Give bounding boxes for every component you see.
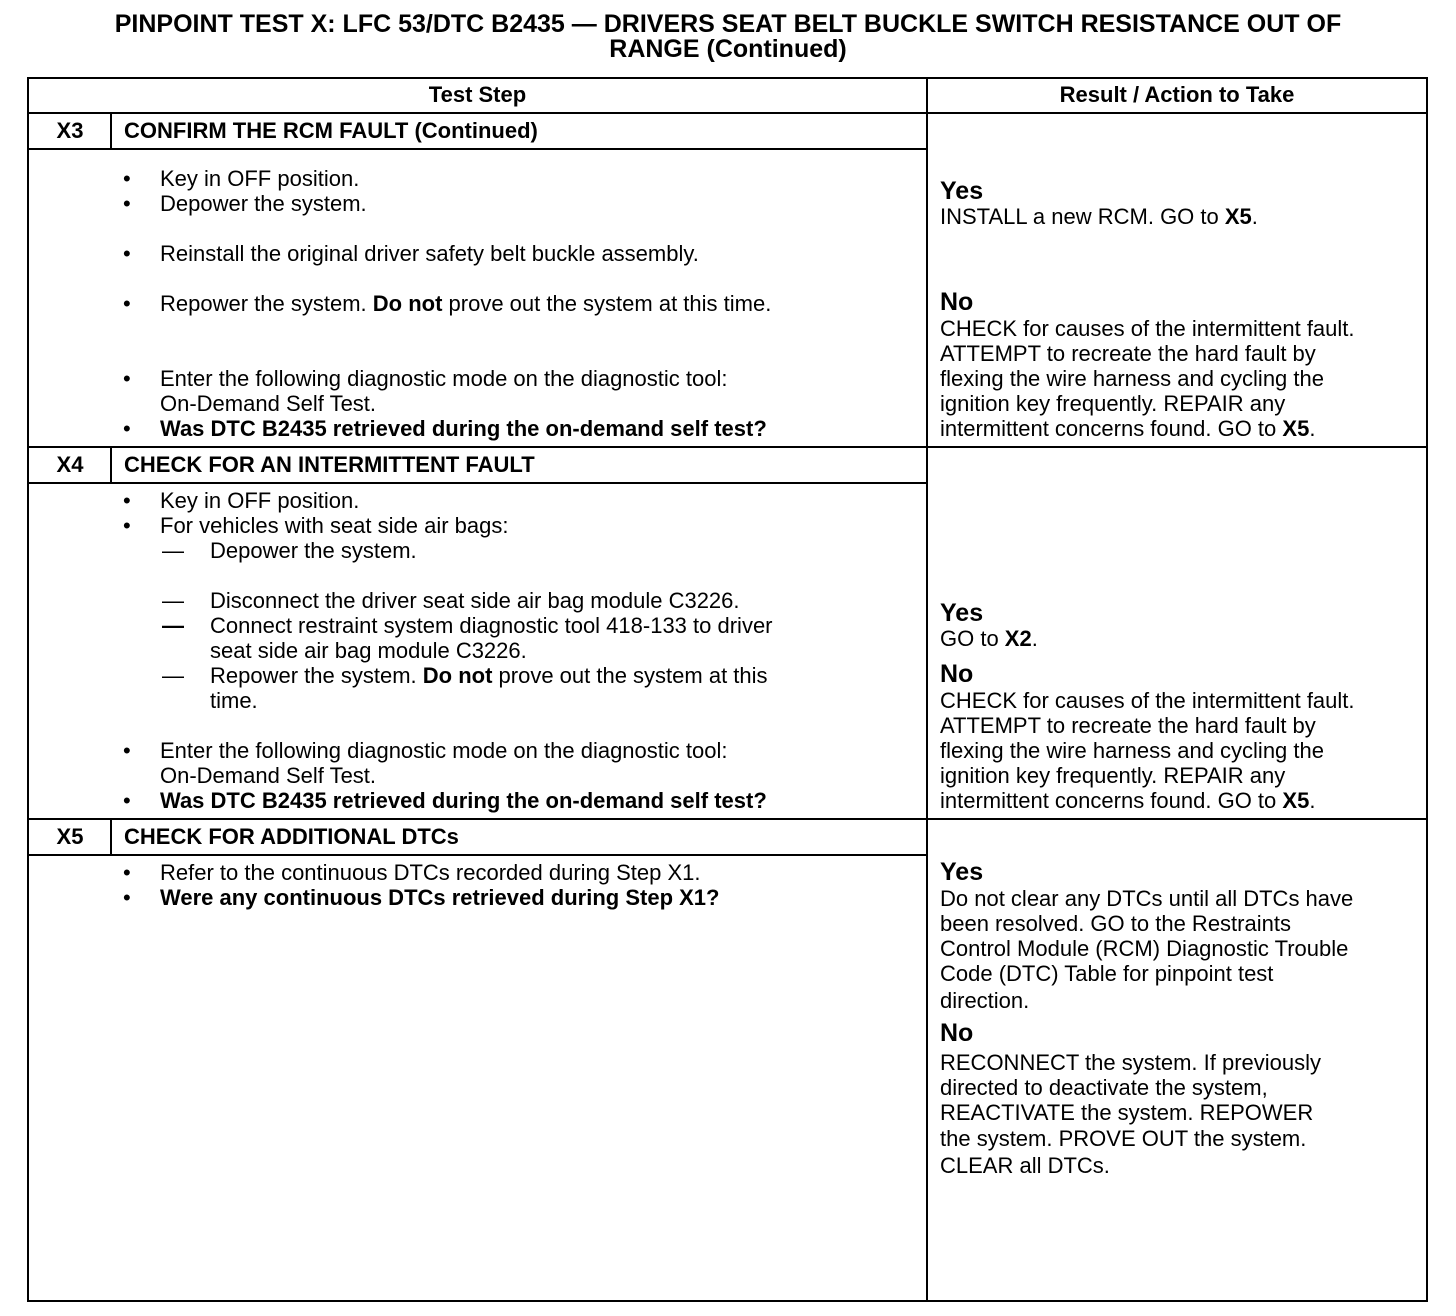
bullet-mark: • (123, 291, 131, 316)
instruction-line: Enter the following diagnostic mode on the diagnostic tool: (160, 366, 728, 391)
dash-mark: — (162, 538, 184, 563)
step-title: CHECK FOR ADDITIONAL DTCs (124, 824, 459, 849)
x5-title-bottom (27, 854, 927, 856)
bullet-mark: • (123, 416, 131, 441)
no-label: No (940, 288, 974, 316)
no-action-line: CHECK for causes of the intermittent fault. (940, 316, 1355, 341)
instruction-line: seat side air bag module C3226. (210, 638, 527, 663)
step-number: X3 (56, 118, 84, 143)
step-reference: X5 (1282, 788, 1310, 813)
bold-fragment: Do not (372, 291, 443, 316)
title-line-2: RANGE (Continued) (609, 35, 847, 63)
instruction-line: Connect restraint system diagnostic tool 418-133 to driver (210, 613, 773, 638)
bullet-mark: • (123, 241, 131, 266)
no-action-line: ignition key frequently. REPAIR any (940, 391, 1286, 416)
step-number: X4 (56, 452, 84, 477)
x3-title-bottom (27, 148, 927, 150)
instruction-line: Enter the following diagnostic mode on the diagnostic tool: (160, 738, 728, 763)
no-action-line: ignition key frequently. REPAIR any (940, 763, 1286, 788)
question-line: Was DTC B2435 retrieved during the on-demand self test? (160, 416, 767, 441)
step-reference: X2 (1004, 626, 1032, 651)
instruction-line: On-Demand Self Test. (160, 391, 377, 416)
instruction-line: Depower the system. (160, 191, 367, 216)
yes-action (940, 626, 1038, 651)
no-action-line: RECONNECT the system. If previously (940, 1050, 1322, 1075)
no-action-line: flexing the wire harness and cycling the (940, 738, 1324, 763)
bullet-mark: • (123, 885, 131, 910)
bullet-mark: • (123, 191, 131, 216)
instruction-line: Depower the system. (210, 538, 417, 563)
yes-action-line: direction. (940, 988, 1030, 1013)
dash-mark: — (162, 588, 184, 613)
header-result: Result / Action to Take (1059, 82, 1295, 107)
instruction-line: Key in OFF position. (160, 166, 360, 191)
step-title: CHECK FOR AN INTERMITTENT FAULT (124, 452, 535, 477)
question-line: Was DTC B2435 retrieved during the on-demand self test? (160, 788, 767, 813)
x4-title-bottom (27, 482, 927, 484)
header-test-step: Test Step (428, 82, 527, 107)
no-action-line: flexing the wire harness and cycling the (940, 366, 1324, 391)
instruction-line: On-Demand Self Test. (160, 763, 377, 788)
instruction-line (160, 291, 771, 316)
text-fragment: prove out the system at this time. (442, 291, 772, 316)
instruction-line: Reinstall the original driver safety belt buckle assembly. (160, 241, 699, 266)
title-line-1: PINPOINT TEST X: LFC 53/DTC B2435 — DRIVERS SEAT BELT BUCKLE SWITCH RESISTANCE OUT OF (114, 10, 1342, 38)
column-divider (926, 77, 928, 1302)
bullet-mark: • (123, 166, 131, 191)
instruction-line: Refer to the continuous DTCs recorded during Step X1. (160, 860, 701, 885)
instruction-line: Disconnect the driver seat side air bag module C3226. (210, 588, 740, 613)
text-fragment: GO to (940, 626, 1005, 651)
yes-action-line: Do not clear any DTCs until all DTCs have (940, 886, 1354, 911)
text-fragment: Repower the system. (210, 663, 423, 688)
step-reference: X5 (1224, 204, 1252, 229)
text-fragment: . (1251, 204, 1258, 229)
text-fragment: intermittent concerns found. GO to (940, 788, 1283, 813)
bullet-mark: • (123, 366, 131, 391)
instruction-line: time. (210, 688, 258, 713)
bullet-mark: • (123, 488, 131, 513)
no-action-line: the system. PROVE OUT the system. (940, 1126, 1307, 1151)
text-fragment: . (1309, 788, 1316, 813)
yes-action-line: Control Module (RCM) Diagnostic Trouble (940, 936, 1349, 961)
no-action-line: ATTEMPT to recreate the hard fault by (940, 341, 1316, 366)
page-title (20, 12, 1436, 62)
text-fragment: Repower the system. (160, 291, 373, 316)
bullet-mark: • (123, 738, 131, 763)
no-action-line: ATTEMPT to recreate the hard fault by (940, 713, 1316, 738)
no-action-line: CHECK for causes of the intermittent fault. (940, 688, 1355, 713)
yes-label: Yes (940, 858, 984, 886)
bullet-mark: • (123, 513, 131, 538)
instruction-line (210, 663, 768, 688)
yes-label: Yes (940, 177, 984, 205)
text-fragment: INSTALL a new RCM. GO to (940, 204, 1225, 229)
bold-fragment: Do not (422, 663, 493, 688)
dash-mark: — (162, 663, 184, 688)
instruction-line: For vehicles with seat side air bags: (160, 513, 509, 538)
text-fragment: intermittent concerns found. GO to (940, 416, 1283, 441)
instruction-line: Key in OFF position. (160, 488, 360, 513)
dash-mark: — (162, 613, 184, 638)
bullet-mark: • (123, 788, 131, 813)
yes-action-line: been resolved. GO to the Restraints (940, 911, 1291, 936)
no-action-line (940, 416, 1315, 441)
no-label: No (940, 660, 974, 688)
step-reference: X5 (1282, 416, 1310, 441)
question-line: Were any continuous DTCs retrieved during Step X1? (160, 885, 720, 910)
yes-action (940, 204, 1258, 229)
text-fragment: . (1031, 626, 1038, 651)
yes-label: Yes (940, 599, 984, 627)
yes-action-line: Code (DTC) Table for pinpoint test (940, 961, 1274, 986)
step-title: CONFIRM THE RCM FAULT (Continued) (124, 118, 538, 143)
no-action-line: directed to deactivate the system, (940, 1075, 1268, 1100)
no-action-line (940, 788, 1315, 813)
text-fragment: prove out the system at this (492, 663, 768, 688)
text-fragment: . (1309, 416, 1316, 441)
no-action-line: REACTIVATE the system. REPOWER (940, 1100, 1314, 1125)
bullet-mark: • (123, 860, 131, 885)
step-number: X5 (56, 824, 84, 849)
no-action-line: CLEAR all DTCs. (940, 1153, 1110, 1178)
no-label: No (940, 1019, 974, 1047)
